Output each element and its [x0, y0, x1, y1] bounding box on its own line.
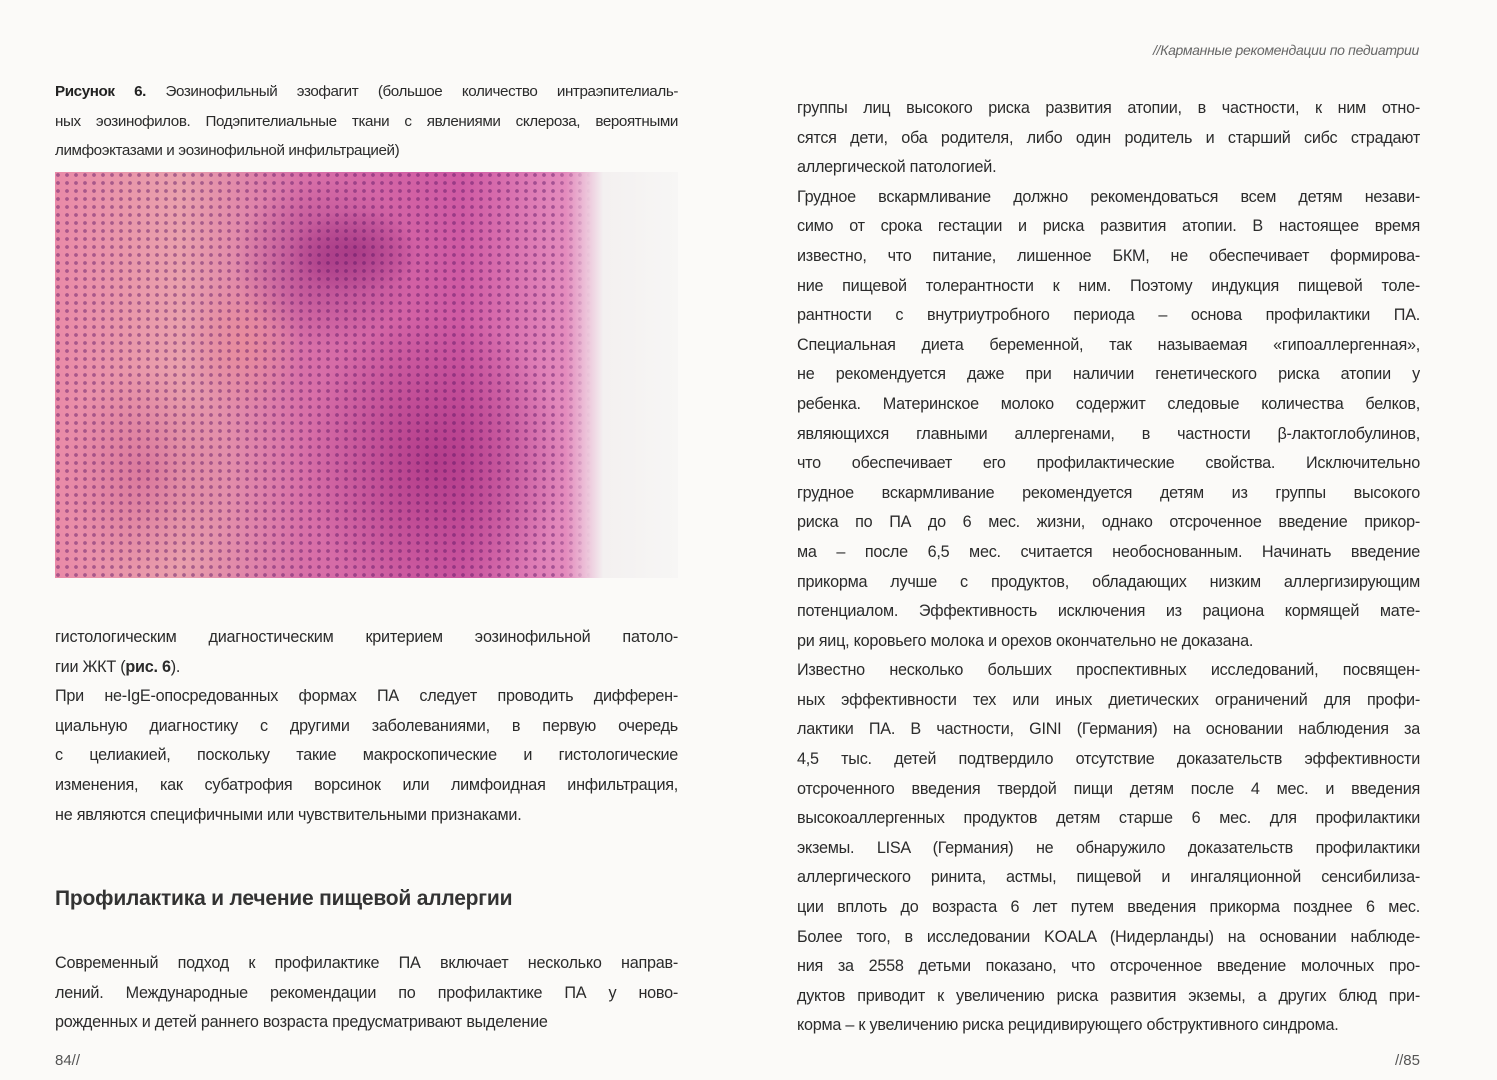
text-line: ние пищевой толерантности к ним. Поэтому индукция пищевой толе- [797, 276, 1420, 295]
text-line: лактики ПА. В частности, GINI (Германия) на основании наблюдения за [797, 720, 1420, 739]
text-line: экземы. LISA (Германия) не обнаружило доказательств профилактики [797, 838, 1420, 857]
page-number-right: //85 [1394, 1052, 1420, 1069]
text-line: аллергической патологией. [797, 158, 997, 177]
text-line: являющихся главными аллергенами, в частности β-лактоглобулинов, [797, 424, 1420, 443]
text-line: симо от срока гестации и риска развития атопии. В настоящее время [797, 217, 1420, 236]
left-body-text [55, 623, 678, 830]
text-line: аллергического ринита, астмы, пищевой и ингаляционной сенсибилиза- [797, 868, 1420, 887]
running-head: //Карманные рекомендации по педиатрии [1152, 42, 1419, 58]
text-line: что обеспечивает его профилактические свойства. Исключительно [797, 454, 1420, 473]
histology-image [55, 172, 678, 578]
text-line: корма – к увеличению риска рецидивирующего обструктивного синдрома. [797, 1016, 1339, 1035]
text-line: гии ЖКТ (рис. 6). [55, 657, 181, 676]
text-line: отсроченного введения твердой пищи детям после 4 мес. и введения [797, 779, 1420, 798]
text-line: ма – после 6,5 мес. считается необоснованным. Начинать введение [797, 542, 1420, 561]
caption-line: лимфоэктазами и эозинофильной инфильтрацией) [55, 142, 400, 159]
text-line: потенциалом. Эффективность исключения из рациона кормящей мате- [797, 602, 1420, 621]
text-line: риска по ПА до 6 мес. жизни, однако отсроченное введение прикор- [797, 513, 1420, 532]
figure-reference: рис. 6 [125, 657, 171, 676]
text-line: циальную диагностику с другими заболеваниями, в первую очередь [55, 716, 678, 735]
section-heading: Профилактика и лечение пищевой аллергии [55, 887, 513, 910]
text-line: ных эффективности тех или иных диетических ограничений для профи- [797, 690, 1420, 709]
text-line: известно, что питание, лишенное БКМ, не обеспечивает формирова- [797, 246, 1420, 265]
text-line: рантности с внутриутробного периода – основа профилактики ПА. [797, 306, 1420, 325]
page-number-left: 84// [55, 1052, 81, 1069]
text-line: Более того, в исследовании KOALA (Нидерланды) на основании наблюде- [797, 927, 1420, 946]
text-line: не являются специфичными или чувствительными признаками. [55, 805, 522, 824]
left-body-text-2 [55, 949, 678, 1038]
text-line: грудное вскармливание рекомендуется детям из группы высокого [797, 483, 1420, 502]
text-line: гистологическим диагностическим критерием эозинофильной патоло- [55, 628, 678, 646]
text-line: Современный подход к профилактике ПА включает несколько направ- [55, 954, 678, 972]
text-line: ри яиц, коровьего молока и орехов окончательно не доказана. [797, 631, 1254, 650]
right-body-text [797, 94, 1420, 1041]
text-line: ния за 2558 детьми показано, что отсроченное введение молочных про- [797, 957, 1420, 976]
text-line: лений. Международные рекомендации по профилактике ПА у ново- [55, 983, 678, 1002]
text-line: рожденных и детей раннего возраста предусматривают выделение [55, 1013, 548, 1032]
text-line: ребенка. Материнское молоко содержит следовые количества белков, [797, 394, 1420, 413]
text-line: с целиакией, поскольку такие макроскопические и гистологические [55, 746, 678, 765]
text-line: изменения, как субатрофия ворсинок или лимфоидная инфильтрация, [55, 775, 678, 794]
text-line: 4,5 тыс. детей подтвердило отсутствие доказательств эффективности [797, 750, 1420, 769]
text-line: группы лиц высокого риска развития атопии, в частности, к ним отно- [797, 99, 1420, 117]
text-line: Известно несколько больших проспективных исследований, посвящен- [797, 661, 1420, 680]
text-line: не рекомендуется даже при наличии генетического риска атопии у [797, 365, 1420, 384]
figure-caption [55, 77, 678, 166]
text-line: Специальная диета беременной, так называемая «гипоаллергенная», [797, 335, 1420, 354]
caption-label: Рисунок 6. [55, 83, 146, 100]
text-line: дуктов приводит к увеличению риска развития экземы, а других блюд при- [797, 986, 1420, 1005]
text-line: Грудное вскармливание должно рекомендоваться всем детям незави- [797, 187, 1420, 206]
text-line: прикорма лучше с продуктов, обладающих низким аллергизирующим [797, 572, 1420, 591]
caption-line: ных эозинофилов. Подэпителиальные ткани с явлениями склероза, вероятными [55, 112, 678, 130]
text-line: ции вплоть до возраста 6 лет путем введения прикорма позднее 6 мес. [797, 898, 1420, 917]
caption-line: Эозинофильный эзофагит (большое количество интраэпителиаль- [145, 83, 678, 100]
text-line: высокоаллергенных продуктов детям старше 6 мес. для профилактики [797, 809, 1420, 828]
text-line: сятся дети, оба родителя, либо один родитель и старший сибс страдают [797, 128, 1420, 147]
text-line: При не-IgE-опосредованных формах ПА следует проводить дифферен- [55, 687, 678, 706]
